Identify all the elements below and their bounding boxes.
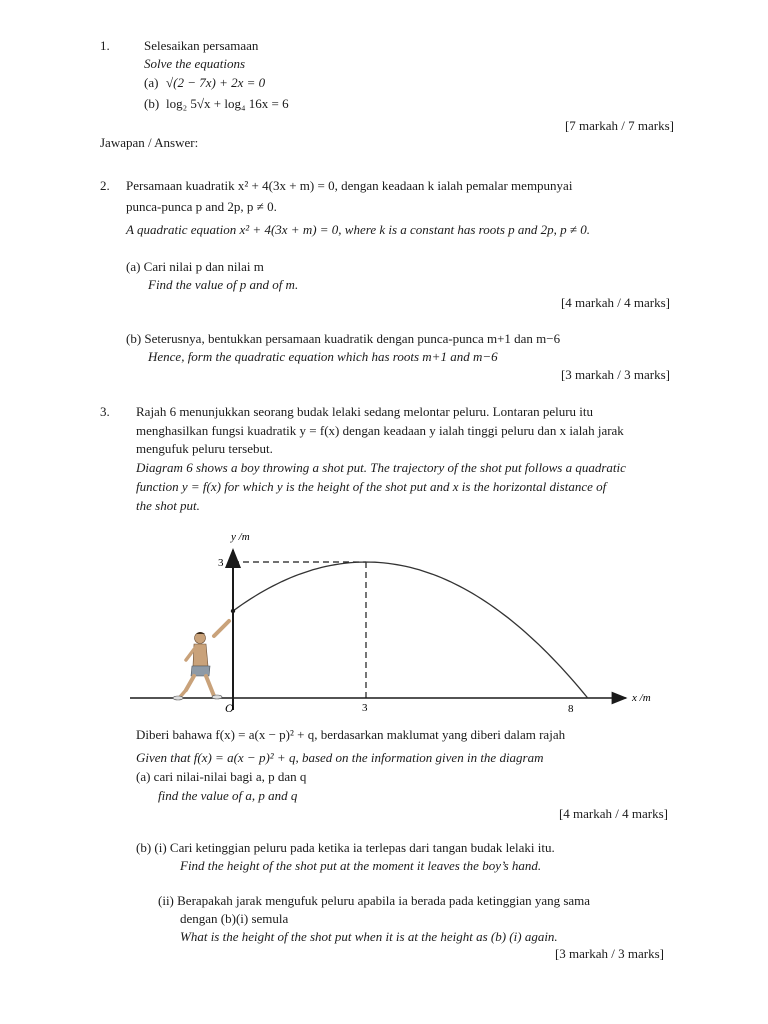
q2a-marks: [4 markah / 4 marks] [560, 295, 670, 310]
q3-given-ms: Diberi bahawa f(x) = a(x − p)² + q, berdasarkan maklumat yang diberi dalam rajah [136, 727, 566, 742]
q3bi-en: Find the height of the shot put at the moment it leaves the boy’s hand. [180, 858, 542, 873]
q2a-ms: (a) Cari nilai p dan nilai m [126, 259, 264, 274]
q2b-marks: [3 markah / 3 marks] [560, 367, 670, 382]
q3bii-ms-line2: dengan (b)(i) semula [180, 911, 289, 926]
q3-ms-line1: Rajah 6 menunjukkan seorang budak lelaki sedang melontar peluru. Lontaran peluru itu [136, 404, 594, 419]
q1-marks: [7 markah / 7 marks] [564, 118, 674, 133]
y-axis-label: y /m [231, 531, 250, 543]
answer-label: Jawapan / Answer: [100, 135, 199, 150]
q3a-en: find the value of a, p and q [158, 788, 298, 803]
q3a-marks: [4 markah / 4 marks] [558, 806, 668, 821]
q2b-ms: (b) Seterusnya, bentukkan persamaan kuadratik dengan punca-punca m+1 dan m−6 [126, 331, 561, 346]
x-tick-8: 8 [568, 703, 574, 715]
q3-en-line3: the shot put. [136, 498, 200, 513]
q3-ms-line3: mengufuk peluru tersebut. [136, 441, 273, 456]
q1a-equation: √(2 − 7x) + 2x = 0 [166, 75, 266, 90]
q1-number: 1. [100, 38, 110, 53]
q2-line-en: A quadratic equation x² + 4(3x + m) = 0, where k is a constant has roots p and 2p, p ≠ 0. [126, 222, 591, 237]
q3-given-en: Given that f(x) = a(x − p)² + q, based on the information given in the diagram [136, 750, 544, 765]
q2b-en: Hence, form the quadratic equation which has roots m+1 and m−6 [148, 349, 498, 364]
q1b-equation: log₂ 5√x + log₄ 16x = 6 [166, 96, 289, 111]
release-point [231, 609, 235, 613]
q3-number: 3. [100, 404, 110, 419]
q1-title-en: Solve the equations [144, 56, 246, 71]
x-tick-3: 3 [362, 702, 368, 714]
y-tick-3: 3 [218, 557, 224, 569]
q2-number: 2. [100, 178, 110, 193]
q1b-label: (b) [144, 96, 160, 111]
q1a-label: (a) [144, 75, 159, 90]
origin-label: O [225, 701, 234, 715]
q3-ms-line2: menghasilkan fungsi kuadratik y = f(x) dengan keadaan y ialah tinggi peluru dan x ialah jarak [136, 423, 624, 438]
boy-throwing-illustration [173, 621, 229, 700]
trajectory-curve [233, 562, 588, 698]
q2-line1-ms: Persamaan kuadratik x² + 4(3x + m) = 0, dengan keadaan k ialah pemalar mempunyai [126, 178, 573, 193]
q3bii-en: What is the height of the shot put when it is at the height as (b) (i) again. [180, 929, 558, 944]
x-axis-label: x /m [632, 692, 651, 704]
q3bii-ms-line1: (ii) Berapakah jarak mengufuk peluru apabila ia berada pada ketinggian yang sama [158, 893, 591, 908]
q3-en-line1: Diagram 6 shows a boy throwing a shot put. The trajectory of the shot put follows a quadratic [136, 460, 626, 475]
q3bi-ms: (b) (i) Cari ketinggian peluru pada ketika ia terlepas dari tangan budak lelaki itu. [136, 840, 555, 855]
q2-line2-ms: punca-punca p and 2p, p ≠ 0. [126, 199, 277, 214]
trajectory-diagram [0, 520, 768, 720]
q3b-marks: [3 markah / 3 marks] [554, 946, 664, 961]
q1-title-ms: Selesaikan persamaan [144, 38, 259, 53]
q2a-en: Find the value of p and of m. [148, 277, 299, 292]
q3-en-line2: function y = f(x) for which y is the height of the shot put and x is the horizontal distance of [136, 479, 607, 494]
q3a-ms: (a) cari nilai-nilai bagi a, p dan q [136, 769, 307, 784]
